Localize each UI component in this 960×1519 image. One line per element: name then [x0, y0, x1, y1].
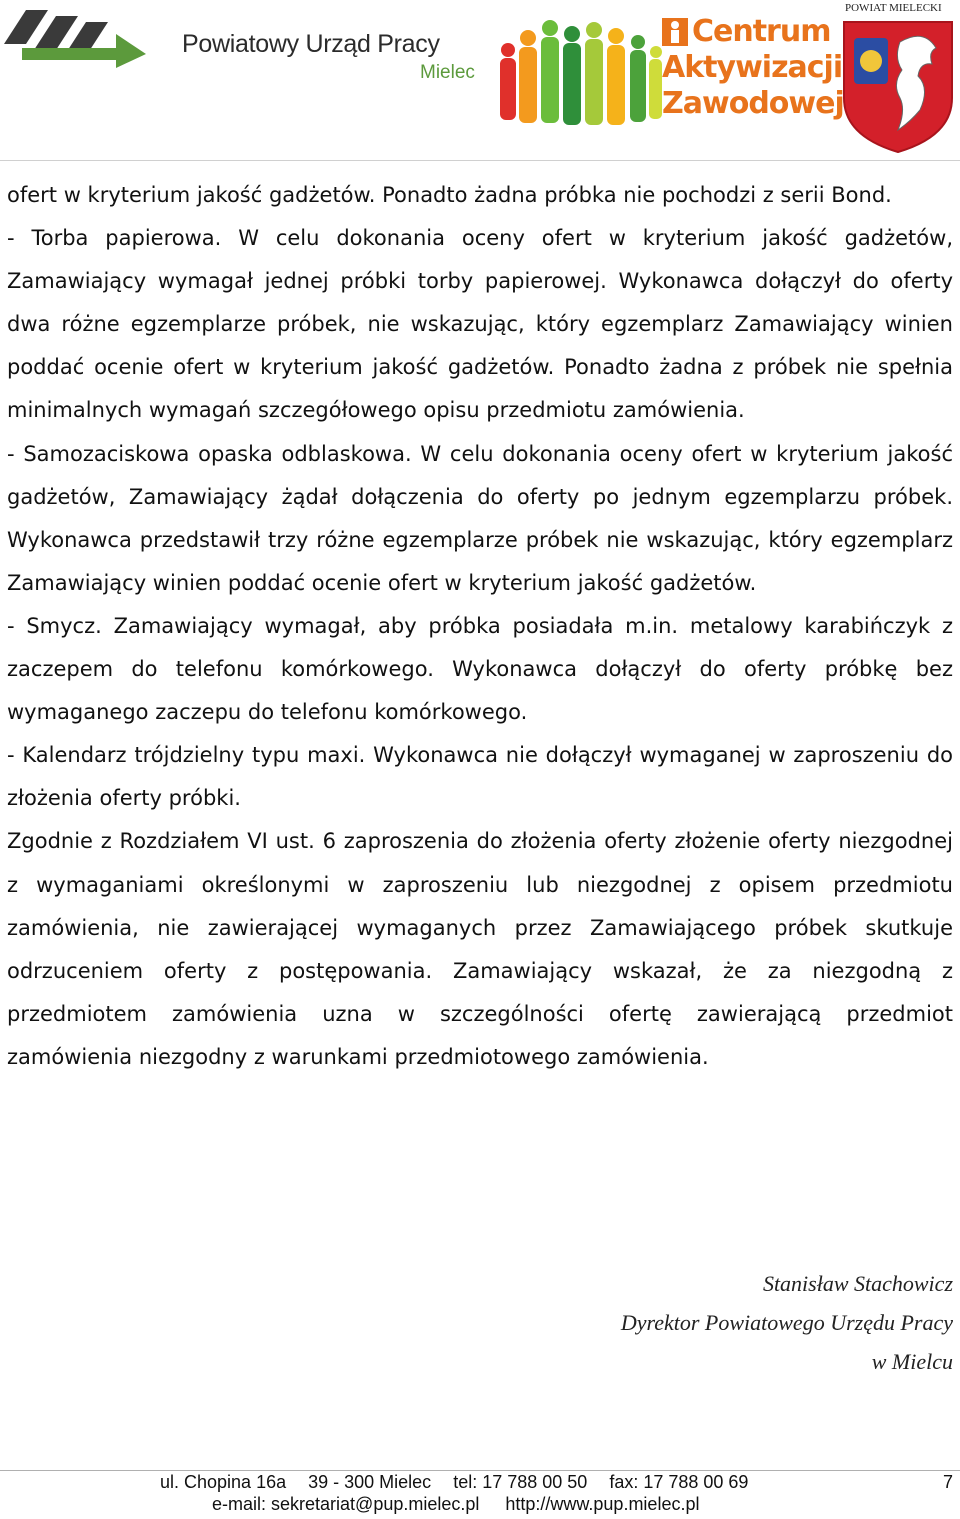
- footer-postal: 39 - 300 Mielec: [308, 1472, 432, 1492]
- pup-title: Powiatowy Urząd Pracy: [182, 30, 440, 58]
- footer-tel: tel: 17 788 00 50: [453, 1472, 588, 1492]
- caz-line-3: Zawodowej: [662, 86, 844, 121]
- signature-block: [621, 1264, 953, 1381]
- caz-line-1: Centrum: [692, 14, 831, 49]
- signatory-place: w Mielcu: [871, 1349, 953, 1374]
- paragraph: ofert w kryterium jakość gadżetów. Ponadto żadna próbka nie pochodzi z serii Bond.: [7, 183, 892, 207]
- caz-person-icon: [662, 18, 688, 46]
- document-body: [7, 174, 953, 1079]
- paragraph: Zgodnie z Rozdziałem VI ust. 6 zaproszenia do złożenia oferty złożenie oferty niezgodnej z wymaganiami określonymi w zaproszeniu lub niezgodnej z opisem przedmiotu zamówienia, nie zawierającej wymaganych przez Zamawiającego próbek skutkuje odrzuceniem oferty z postępowania. Zamawiający wskazał, że za niezgodną z przedmiotem zamówienia uzna w szczególności ofertę zawierającą przedmiot zamówienia niezgodny z warunkami przedmiotowego zamówienia.: [7, 829, 953, 1069]
- caz-line-2: Aktywizacji: [662, 50, 843, 85]
- footer-address: ul. Chopina 16a: [160, 1472, 287, 1492]
- paragraph: - Smycz. Zamawiający wymagał, aby próbka posiadała m.in. metalowy karabińczyk z zaczepem do telefonu komórkowego. Wykonawca dołączył do oferty próbkę bez wymaganego zaczepu do telefonu komórkowego.: [7, 613, 953, 725]
- people-silhouettes-graphic: [494, 16, 664, 128]
- signatory-name: Stanisław Stachowicz: [762, 1271, 953, 1296]
- page-footer: [0, 1472, 960, 1519]
- page-number: 7: [942, 1472, 953, 1492]
- coat-of-arms-icon: [840, 18, 956, 154]
- footer-divider: [0, 1470, 960, 1471]
- letterhead: [0, 0, 960, 160]
- pup-arrow-logo: [4, 4, 146, 68]
- paragraph: - Torba papierowa. W celu dokonania oceny ofert w kryterium jakość gadżetów, Zamawiający wymagał jednej próbki torby papierowej. Wykonawca dołączył do oferty dwa różne egzemplarze próbek, nie wskazując, który egzemplarz Zamawiający winien poddać ocenie ofert w kryterium jakość gadżetów. Ponadto żadna z próbek nie spełnia minimalnych wymagań szczegółowego opisu przedmiotu zamówienia.: [7, 226, 953, 423]
- paragraph: - Kalendarz trójdzielny typu maxi. Wykonawca nie dołączył wymaganej w zaproszeniu do złożenia oferty próbki.: [7, 743, 953, 811]
- pup-subtitle: Mielec: [420, 62, 475, 83]
- header-divider: [0, 160, 960, 161]
- caz-logo: [662, 14, 844, 124]
- footer-fax: fax: 17 788 00 69: [609, 1472, 749, 1492]
- footer-web-line: [212, 1494, 725, 1515]
- footer-www-link[interactable]: http://www.pup.mielec.pl: [505, 1494, 700, 1514]
- paragraph: - Samozaciskowa opaska odblaskowa. W celu dokonania oceny ofert w kryterium jakość gadżetów, Zamawiający żądał dołączenia do oferty po jednym egzemplarzu próbek. Wykonawca przedstawił trzy różne egzemplarze próbek nie wskazując, który egzemplarz Zamawiający winien poddać ocenie ofert w kryterium jakość gadżetów.: [7, 441, 953, 595]
- signatory-title: Dyrektor Powiatowego Urzędu Pracy: [620, 1310, 953, 1335]
- footer-contact-line: [160, 1472, 770, 1493]
- footer-email-link[interactable]: e-mail: sekretariat@pup.mielec.pl: [212, 1494, 480, 1514]
- powiat-label: POWIAT MIELECKI: [845, 2, 942, 14]
